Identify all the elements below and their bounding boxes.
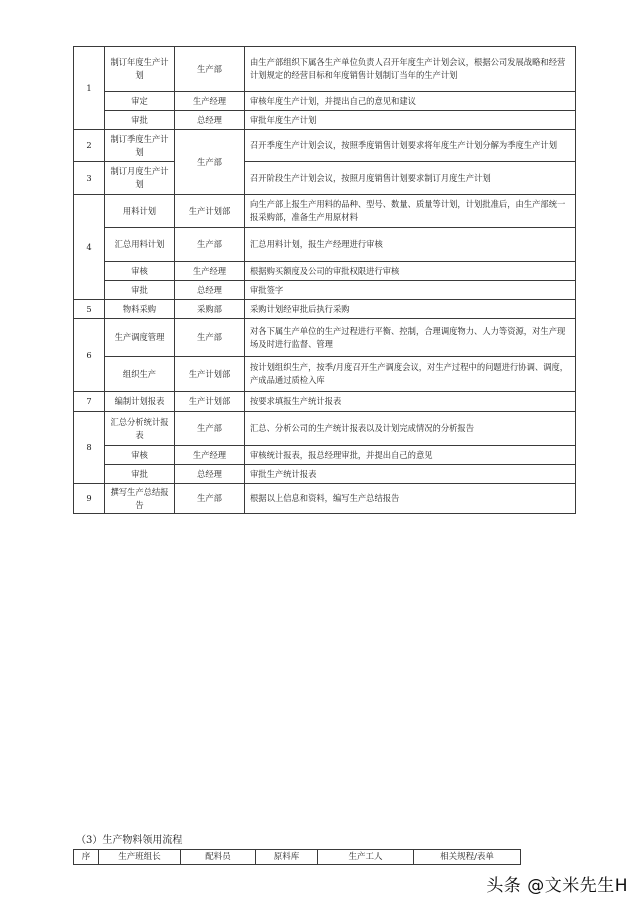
desc-cell: 汇总、分析公司的生产统计报表以及计划完成情况的分析报告	[245, 412, 576, 446]
dept-cell: 生产计划部	[175, 392, 245, 412]
task-cell: 生产调度管理	[105, 319, 175, 357]
header-forms: 相关规程/表单	[414, 850, 521, 865]
task-cell: 制订月度生产计划	[105, 162, 175, 195]
desc-cell: 汇总用料计划，报生产经理进行审核	[245, 228, 576, 262]
task-cell: 汇总用料计划	[105, 228, 175, 262]
desc-cell: 召开阶段生产计划会议，按照月度销售计划要求制订月度生产计划	[245, 162, 576, 195]
table-row	[74, 262, 576, 281]
section-title: （3）生产物料领用流程	[76, 835, 183, 846]
dept-cell: 生产部	[175, 47, 245, 92]
dept-cell: 生产计划部	[175, 357, 245, 392]
task-cell: 制订季度生产计划	[105, 130, 175, 162]
material-flow-table	[73, 849, 521, 865]
table-row	[74, 162, 576, 195]
table-row	[74, 47, 576, 92]
task-cell: 编制计划报表	[105, 392, 175, 412]
desc-cell: 按计划组织生产，按季/月度召开生产调度会议，对生产过程中的问题进行协调、调度，产成品通过质检入库	[245, 357, 576, 392]
row-number: 1	[74, 47, 105, 130]
table-row	[74, 465, 576, 484]
desc-cell: 根据以上信息和资料，编写生产总结报告	[245, 484, 576, 514]
table-row	[74, 392, 576, 412]
task-cell: 审批	[105, 281, 175, 300]
row-number: 9	[74, 484, 105, 514]
dept-cell: 总经理	[175, 111, 245, 130]
task-cell: 审批	[105, 465, 175, 484]
table-row	[74, 281, 576, 300]
desc-cell: 根据购买额度及公司的审批权限进行审核	[245, 262, 576, 281]
desc-cell: 审核统计报表，报总经理审批，并提出自己的意见	[245, 446, 576, 465]
row-number: 3	[74, 162, 105, 195]
desc-cell: 按要求填报生产统计报表	[245, 392, 576, 412]
task-cell: 撰写生产总结报告	[105, 484, 175, 514]
task-cell: 汇总分析统计报表	[105, 412, 175, 446]
watermark: 头条 @文米先生H	[486, 876, 628, 896]
dept-cell: 生产部	[175, 412, 245, 446]
task-cell: 审核	[105, 446, 175, 465]
table-row	[74, 92, 576, 111]
dept-cell: 生产经理	[175, 92, 245, 111]
table-row	[74, 228, 576, 262]
dept-cell: 生产部	[175, 484, 245, 514]
row-number: 7	[74, 392, 105, 412]
desc-cell: 审批年度生产计划	[245, 111, 576, 130]
task-cell: 审定	[105, 92, 175, 111]
row-number: 6	[74, 319, 105, 392]
dept-cell: 生产经理	[175, 446, 245, 465]
row-number: 5	[74, 300, 105, 319]
header-team-leader: 生产班组长	[99, 850, 181, 865]
desc-cell: 向生产部上报生产用料的品种、型号、数量、质量等计划，计划批准后，由生产部统一报采购部，准备生产用原材料	[245, 195, 576, 228]
table-header-row	[74, 850, 521, 865]
row-number: 2	[74, 130, 105, 162]
task-cell: 制订年度生产计划	[105, 47, 175, 92]
table-row	[74, 412, 576, 446]
task-cell: 组织生产	[105, 357, 175, 392]
dept-cell: 生产部	[175, 228, 245, 262]
task-cell: 审批	[105, 111, 175, 130]
task-cell: 审核	[105, 262, 175, 281]
header-warehouse: 原料库	[256, 850, 318, 865]
desc-cell: 采购计划经审批后执行采购	[245, 300, 576, 319]
table-row	[74, 484, 576, 514]
table-row	[74, 111, 576, 130]
table-row	[74, 195, 576, 228]
header-workers: 生产工人	[318, 850, 414, 865]
table-row	[74, 319, 576, 357]
dept-cell: 生产经理	[175, 262, 245, 281]
desc-cell: 召开季度生产计划会议，按照季度销售计划要求将年度生产计划分解为季度生产计划	[245, 130, 576, 162]
dept-cell: 生产部	[175, 130, 245, 195]
dept-cell: 采购部	[175, 300, 245, 319]
desc-cell: 审核年度生产计划，并提出自己的意见和建议	[245, 92, 576, 111]
desc-cell: 审批生产统计报表	[245, 465, 576, 484]
row-number: 4	[74, 195, 105, 300]
task-cell: 用料计划	[105, 195, 175, 228]
table-row	[74, 300, 576, 319]
desc-cell: 由生产部组织下属各生产单位负责人召开年度生产计划会议，根据公司发展战略和经营计划规定的经营目标和年度销售计划制订当年的生产计划	[245, 47, 576, 92]
dept-cell: 总经理	[175, 281, 245, 300]
dept-cell: 生产计划部	[175, 195, 245, 228]
table-row	[74, 357, 576, 392]
header-seq: 序	[74, 850, 99, 865]
header-batcher: 配料员	[181, 850, 256, 865]
desc-cell: 审批签字	[245, 281, 576, 300]
dept-cell: 总经理	[175, 465, 245, 484]
table-row	[74, 446, 576, 465]
desc-cell: 对各下属生产单位的生产过程进行平衡、控制，合理调度物力、人力等资源，对生产现场及时进行监督、管理	[245, 319, 576, 357]
row-number: 8	[74, 412, 105, 484]
production-plan-table	[73, 46, 576, 514]
table-row	[74, 130, 576, 162]
dept-cell: 生产部	[175, 319, 245, 357]
task-cell: 物料采购	[105, 300, 175, 319]
